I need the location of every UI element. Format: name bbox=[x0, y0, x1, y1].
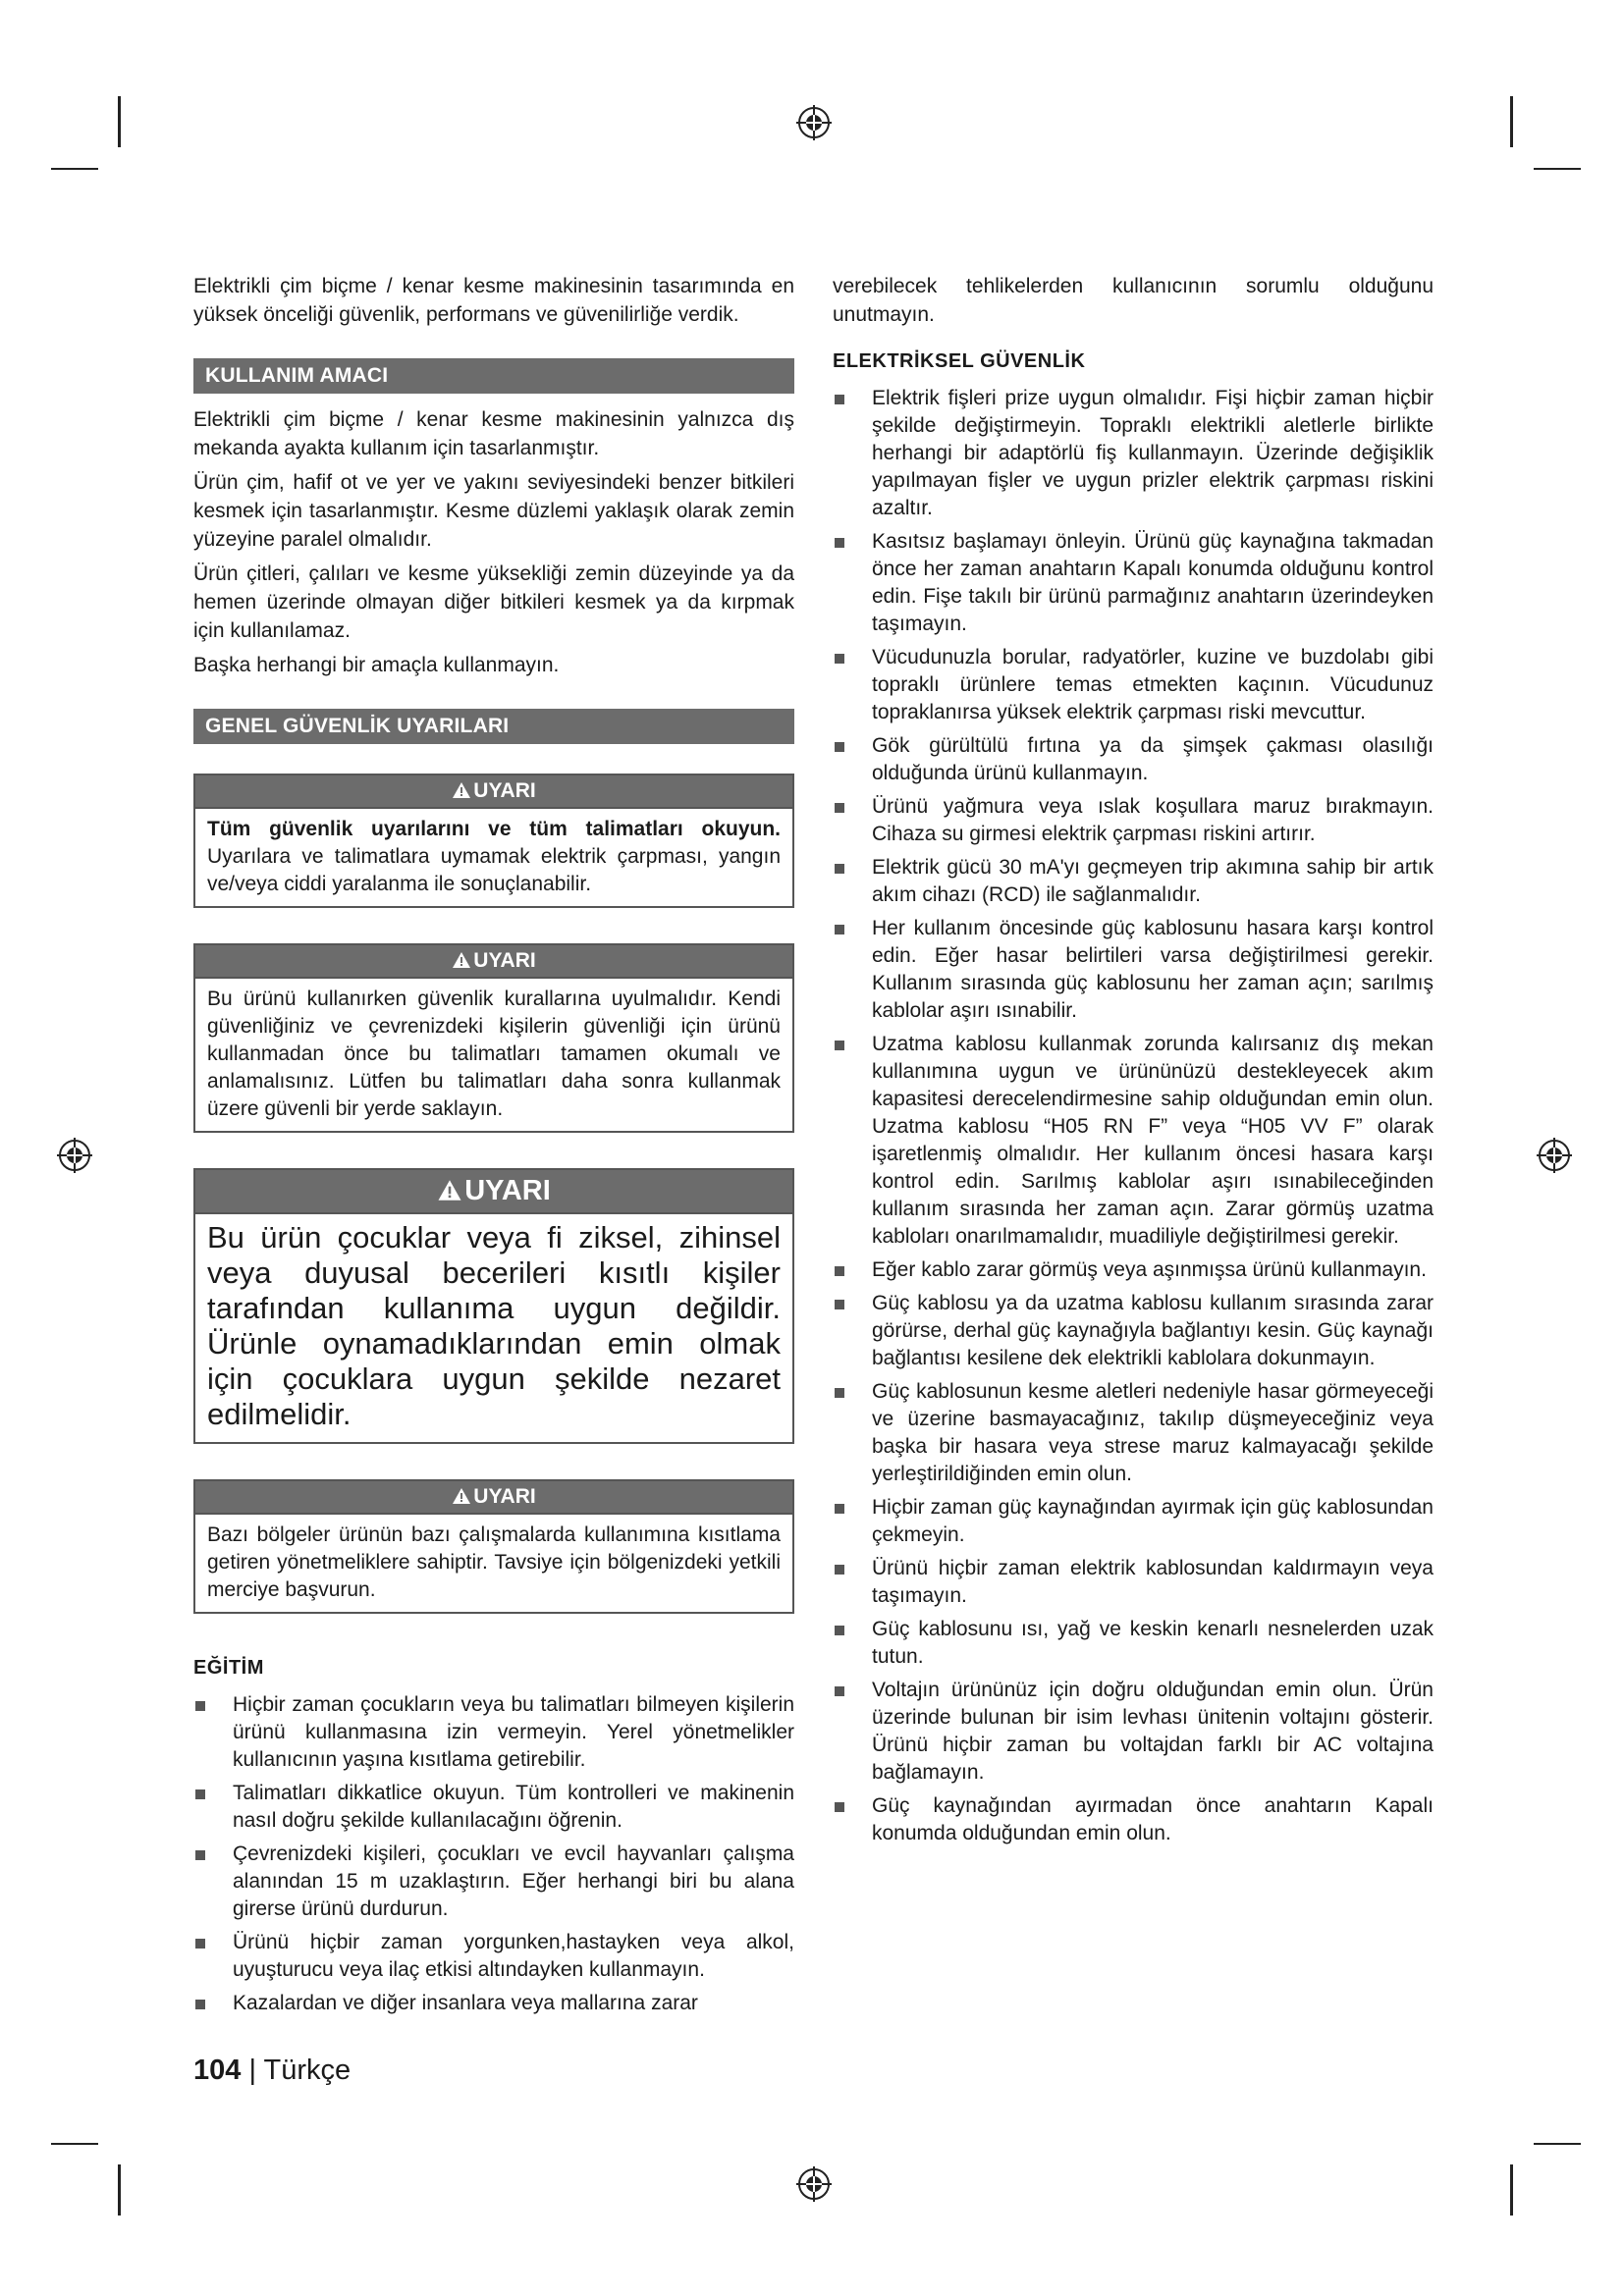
warning-triangle-icon bbox=[452, 1487, 471, 1505]
list-item: Uzatma kablosu kullanmak zorunda kalırsanız dış mekan kullanımına uygun ve ürününüzü destekleyecek akım kapasitesi derecelendirmesine sahip olduğundan emin olun. Uzatma kablosu “H05 RN F” veya “H05 VV F” olarak işaretlenmiş olmalıdır. Her kullanım öncesi hasara karşı kontrol edin. Sarılmış kablolar aşırı ısınabileceğinden kullanım sırasında her zaman açın. Zarar görmüş uzatma kabloları onarılmamalıdır, muadiliyle değiştirilmesi gerekir. bbox=[833, 1031, 1434, 1251]
warning-header bbox=[195, 1170, 792, 1214]
warning-body: Bu ürün çocuklar veya fi ziksel, zihinsel veya duyusal becerileri kısıtlı kişiler tarafından kullanıma uygun değildir. Ürünle oynamadıklarından emin olmak için çocuklara uygun şekilde nezaret edilmelidir. bbox=[207, 1220, 781, 1431]
list-item: Güç kablosunun kesme aletleri nedeniyle hasar görmeyeceği ve üzerine basmayacağınız, takılıp düşmeyeceğiniz veya başka bir hasara veya strese maruz kalmayacağı şekilde yerleştirildiğinden emin olun. bbox=[833, 1378, 1434, 1488]
list-item: Talimatları dikkatlice okuyun. Tüm kontrolleri ve makinenin nasıl doğru şekilde kullanılacağını öğrenin. bbox=[193, 1780, 794, 1835]
crop-mark bbox=[51, 168, 98, 170]
page-footer bbox=[193, 2055, 351, 2087]
list-item: Ürünü hiçbir zaman yorgunken,hastayken veya alkol, uyuşturucu veya ilaç etkisi altındayken kullanmayın. bbox=[193, 1929, 794, 1984]
crop-mark bbox=[1510, 96, 1513, 147]
intro-paragraph: Elektrikli çim biçme / kenar kesme makinesinin tasarımında en yüksek önceliği güvenlik, performans ve güvenilirliğe verdik. bbox=[193, 275, 794, 326]
warning-header bbox=[195, 1481, 792, 1515]
warning-box bbox=[193, 774, 794, 908]
warning-label: UYARI bbox=[464, 1175, 551, 1206]
list-item: Voltajın ürününüz için doğru olduğundan emin olun. Ürün üzerinde bulunan bir isim levhası ünitenin voltajını gösterir. Ürünü hiçbir zaman bu voltajdan farklı bir AC voltajına bağlamayın. bbox=[833, 1677, 1434, 1787]
crop-mark bbox=[1534, 2143, 1581, 2145]
right-column bbox=[833, 272, 1434, 1853]
registration-mark-icon bbox=[794, 103, 834, 142]
list-item: Hiçbir zaman güç kaynağından ayırmak için güç kablosundan çekmeyin. bbox=[833, 1494, 1434, 1549]
warning-box bbox=[193, 1168, 794, 1444]
list-item: Kazalardan ve diğer insanlara veya mallarına zarar bbox=[193, 1990, 794, 2017]
list-item: Kasıtsız başlamayı önleyin. Ürünü güç kaynağına takmadan önce her zaman anahtarın Kapalı konumda olduğunu kontrol edin. Fişe takılı bir ürünü parmağınız anahtarın üzerindeyken taşımayın. bbox=[833, 528, 1434, 638]
registration-mark-icon bbox=[1535, 1136, 1574, 1175]
intended-use-paragraph: Ürün çim, hafif ot ve yer ve yakını seviyesindeki benzer bitkileri kesmek için tasarlanmıştır. Kesme düzlemi yaklaşık olarak zemin yüzeyine paralel olmalıdır. bbox=[193, 471, 794, 551]
warning-header bbox=[195, 775, 792, 809]
warning-box bbox=[193, 1479, 794, 1614]
list-item: Çevrenizdeki kişileri, çocukları ve evcil hayvanları çalışma alanından 15 m uzaklaştırın. Eğer herhangi biri bu alana girerse ürünü durdurun. bbox=[193, 1841, 794, 1923]
crop-mark bbox=[1534, 168, 1581, 170]
intended-use-paragraph: Ürün çitleri, çalıları ve kesme yüksekliği zemin düzeyinde ya da hemen üzerinde olmayan diğer bitkileri kesmek ya da kırpmak için kullanılamaz. bbox=[193, 562, 794, 642]
crop-mark bbox=[118, 2164, 121, 2216]
list-item: Her kullanım öncesinde güç kablosunu hasara karşı kontrol edin. Eğer hasar belirtileri varsa değiştirilmesi gerekir. Kullanım sırasında güç kablosunu her zaman açın; sarılmış kablolar aşırı ısınabilir. bbox=[833, 915, 1434, 1025]
registration-mark-icon bbox=[794, 2164, 834, 2204]
warning-label: UYARI bbox=[473, 1485, 536, 1508]
list-item: Elektrik gücü 30 mA'yı geçmeyen trip akımına sahip bir artık akım cihazı (RCD) ile sağlanmalıdır. bbox=[833, 854, 1434, 909]
crop-mark bbox=[1510, 2164, 1513, 2216]
intended-use-heading: KULLANIM AMACI bbox=[193, 358, 794, 394]
warning-triangle-icon bbox=[437, 1179, 462, 1201]
training-heading: EĞİTİM bbox=[193, 1657, 264, 1679]
footer-language: Türkçe bbox=[263, 2055, 352, 2086]
list-item: Elektrik fişleri prize uygun olmalıdır. Fişi hiçbir zaman hiçbir şekilde değiştirmeyin. Topraklı elektrikli aletlerle birlikte herhangi bir adaptörlü fiş kullanmayın. Üzerinde değişiklik yapılmayan fişler ve uygun prizler elektrik çarpması riskini azaltır. bbox=[833, 385, 1434, 522]
warning-body bbox=[195, 809, 792, 906]
warning-text: Uyarılara ve talimatlara uymamak elektrik çarpması, yangın ve/veya ciddi yaralanma ile sonuçlanabilir. bbox=[207, 845, 781, 895]
electrical-safety-list bbox=[833, 385, 1434, 1847]
list-item: Eğer kablo zarar görmüş veya aşınmışsa ürünü kullanmayın. bbox=[833, 1256, 1434, 1284]
list-item: Güç kablosunu ısı, yağ ve keskin kenarlı nesnelerden uzak tutun. bbox=[833, 1616, 1434, 1671]
list-item: Güç kablosu ya da uzatma kablosu kullanım sırasında zarar görürse, derhal güç kaynağıyla bağlantıyı kesin. Güç kaynağı bağlantısı kesilene dek elektrikli kablolara dokunmayın. bbox=[833, 1290, 1434, 1372]
footer-separator: | bbox=[248, 2055, 256, 2086]
list-item: Güç kaynağından ayırmadan önce anahtarın Kapalı konumda olduğundan emin olun. bbox=[833, 1792, 1434, 1847]
electrical-safety-heading: ELEKTRİKSEL GÜVENLİK bbox=[833, 350, 1086, 372]
training-list bbox=[193, 1691, 794, 2017]
continued-paragraph: verebilecek tehlikelerden kullanıcının sorumlu olduğunu unutmayın. bbox=[833, 275, 1434, 326]
general-safety-heading: GENEL GÜVENLİK UYARILARI bbox=[193, 709, 794, 744]
list-item: Gök gürültülü fırtına ya da şimşek çakması olasılığı olduğunda ürünü kullanmayın. bbox=[833, 732, 1434, 787]
list-item: Hiçbir zaman çocukların veya bu talimatları bilmeyen kişilerin ürünü kullanmasına izin vermeyin. Yerel yönetmelikler kullanıcının yaşına kısıtlama getirebilir. bbox=[193, 1691, 794, 1774]
warning-box bbox=[193, 943, 794, 1133]
warning-header bbox=[195, 945, 792, 979]
page-number: 104 bbox=[193, 2055, 242, 2086]
warning-triangle-icon bbox=[452, 781, 471, 799]
left-column bbox=[193, 272, 794, 2023]
crop-mark bbox=[118, 96, 121, 147]
warning-body: Bazı bölgeler ürünün bazı çalışmalarda kullanımına kısıtlama getiren yönetmeliklere sahiptir. Tavsiye için bölgenizdeki yetkili merciye başvurun. bbox=[207, 1523, 781, 1601]
crop-mark bbox=[51, 2143, 98, 2145]
warning-triangle-icon bbox=[452, 951, 471, 969]
warning-label: UYARI bbox=[473, 949, 536, 972]
warning-lead: Tüm güvenlik uyarılarını ve tüm talimatları okuyun. bbox=[207, 818, 781, 840]
list-item: Ürünü hiçbir zaman elektrik kablosundan kaldırmayın veya taşımayın. bbox=[833, 1555, 1434, 1610]
list-item: Ürünü yağmura veya ıslak koşullara maruz bırakmayın. Cihaza su girmesi elektrik çarpması riskini artırır. bbox=[833, 793, 1434, 848]
list-item: Vücudunuzla borular, radyatörler, kuzine ve buzdolabı gibi topraklı ürünlere temas etmekten kaçının. Vücudunuz topraklanırsa yüksek elektrik çarpması riski mevcuttur. bbox=[833, 644, 1434, 726]
warning-label: UYARI bbox=[473, 779, 536, 802]
intended-use-paragraph: Elektrikli çim biçme / kenar kesme makinesinin yalnızca dış mekanda ayakta kullanım için tasarlanmıştır. bbox=[193, 408, 794, 459]
registration-mark-icon bbox=[55, 1136, 94, 1175]
intended-use-paragraph: Başka herhangi bir amaçla kullanmayın. bbox=[193, 654, 560, 676]
warning-body: Bu ürünü kullanırken güvenlik kurallarına uyulmalıdır. Kendi güvenliğiniz ve çevrenizdeki kişilerin güvenliği için ürünü kullanmadan önce bu talimatları tamamen okumalı ve anlamalısınız. Lütfen bu talimatları daha sonra kullanmak üzere güvenli bir yerde saklayın. bbox=[207, 988, 781, 1120]
